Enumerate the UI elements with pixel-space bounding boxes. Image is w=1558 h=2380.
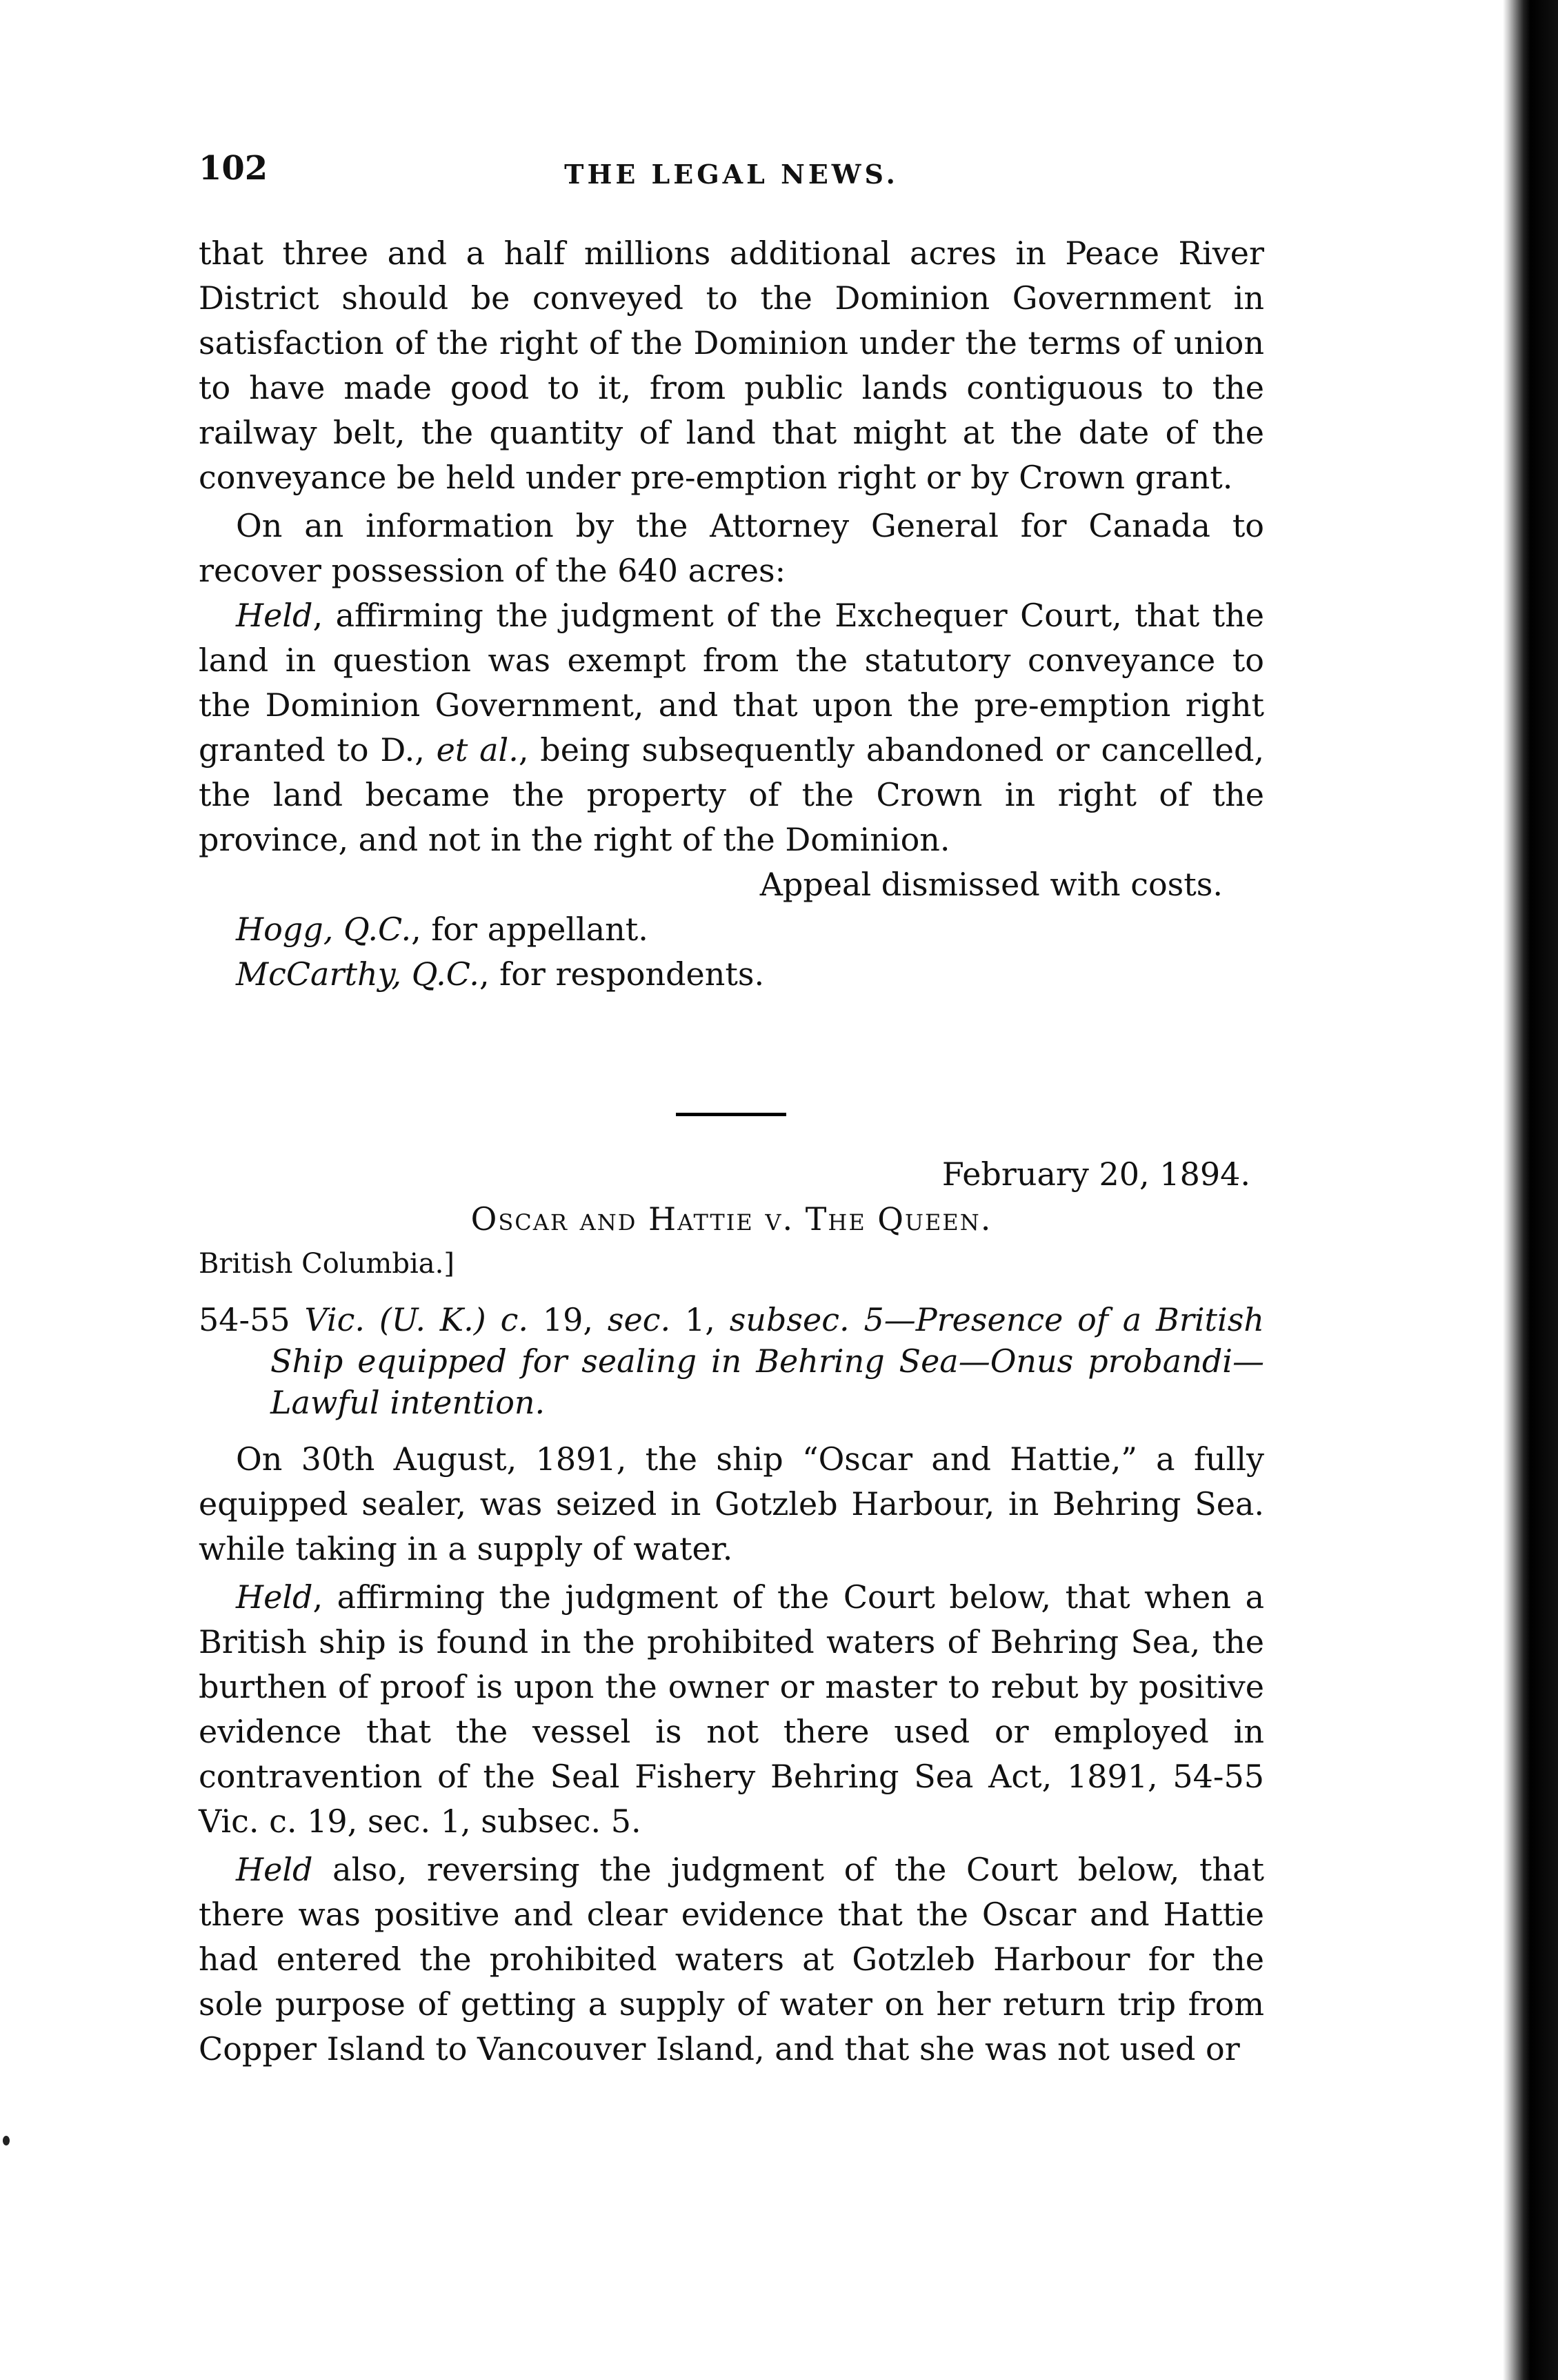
et-al: et al. xyxy=(436,731,519,768)
held-word-first: Held xyxy=(236,1578,313,1616)
statute-sec: sec. xyxy=(607,1301,671,1338)
paragraph-held-first xyxy=(199,1575,1264,1844)
paragraph-facts: On 30th August, 1891, the ship “Oscar and Hattie,” a fully equipped sealer, was seized in Gotzleb Harbour, in Behring Sea. while taking in a supply of water. xyxy=(199,1440,1264,1567)
held-text-b: , being subsequently abandoned or cancelled, the land became the property of the Crown in right of the province, and not in the right of the Dominion. xyxy=(199,731,1265,858)
statute-subject: subsec. 5—Presence of a British Ship equipped for sealing in Behring Sea—Onus probandi—Lawful intention. xyxy=(270,1301,1264,1421)
statute-number: 54-55 xyxy=(199,1301,305,1338)
statute-headnote xyxy=(199,1299,1264,1423)
page-header xyxy=(199,149,1264,204)
statute-chapter: 19, xyxy=(528,1301,608,1338)
held-text-first: , affirming the judgment of the Court below, that when a British ship is found in the prohibited waters of Behring Sea, the burthen of proof is upon the owner or master to rebut by positive evidence that the vessel is not there used or employed in contravention of the Seal Fishery Behring Sea Act, 1891, 54-55 Vic. c. 19, sec. 1, subsec. 5. xyxy=(199,1578,1264,1840)
case-report xyxy=(199,1152,1264,2072)
paragraph-held-second xyxy=(199,1847,1264,2072)
held-text-a: , affirming the judgment of the Exchequer Court, that the land in question was exempt from the statutory conveyance to the Dominion Government, and that upon the pre-emption right granted to D., xyxy=(199,597,1264,768)
book-binding-edge xyxy=(1475,0,1558,2380)
statute-sec-num: 1, xyxy=(670,1301,730,1338)
paragraph-held xyxy=(199,593,1264,862)
counsel-respondent-role: , for respondents. xyxy=(479,955,765,993)
statute-vic: Vic. (U. K.) c. xyxy=(304,1301,528,1338)
paragraph-continuation: that three and a half millions additional acres in Peace River District should be conveyed to the Dominion Government in satisfaction of the right of the Dominion under the terms of union to have made good to it, from public lands contiguous to the railway belt, the quantity of land that might at the date of the conveyance be held under pre-emption right or by Crown grant. xyxy=(199,235,1264,496)
margin-speck xyxy=(3,2136,10,2145)
article-continuation xyxy=(199,231,1264,997)
running-title: THE LEGAL NEWS. xyxy=(564,159,899,190)
held-text-second: also, reversing the judgment of the Court below, that there was positive and clear evidence that the Oscar and Hattie had entered the prohibited waters at Gotzleb Harbour for the sole purpose of getting a supply of water on her return trip from Copper Island to Vancouver Island, and that she was not used or xyxy=(199,1851,1264,2067)
counsel-appellant xyxy=(199,907,1264,952)
case-date: February 20, 1894. xyxy=(941,1156,1250,1193)
counsel-respondent-name: McCarthy, Q.C. xyxy=(236,955,479,993)
section-divider xyxy=(676,1113,786,1116)
disposition: Appeal dismissed with costs. xyxy=(759,866,1223,903)
case-title: Oscar and Hattie v. The Queen. xyxy=(470,1200,992,1238)
counsel-appellant-role: , for appellant. xyxy=(411,911,648,948)
page-number: 102 xyxy=(199,149,268,188)
held-word-second: Held xyxy=(236,1851,313,1888)
court-name: British Columbia.] xyxy=(199,1248,455,1280)
held-word: Held xyxy=(236,597,313,634)
paragraph-information: On an information by the Attorney General for Canada to recover possession of the 640 acres: xyxy=(199,507,1264,589)
counsel-appellant-name: Hogg, Q.C. xyxy=(236,911,412,948)
counsel-respondent xyxy=(199,952,1264,997)
